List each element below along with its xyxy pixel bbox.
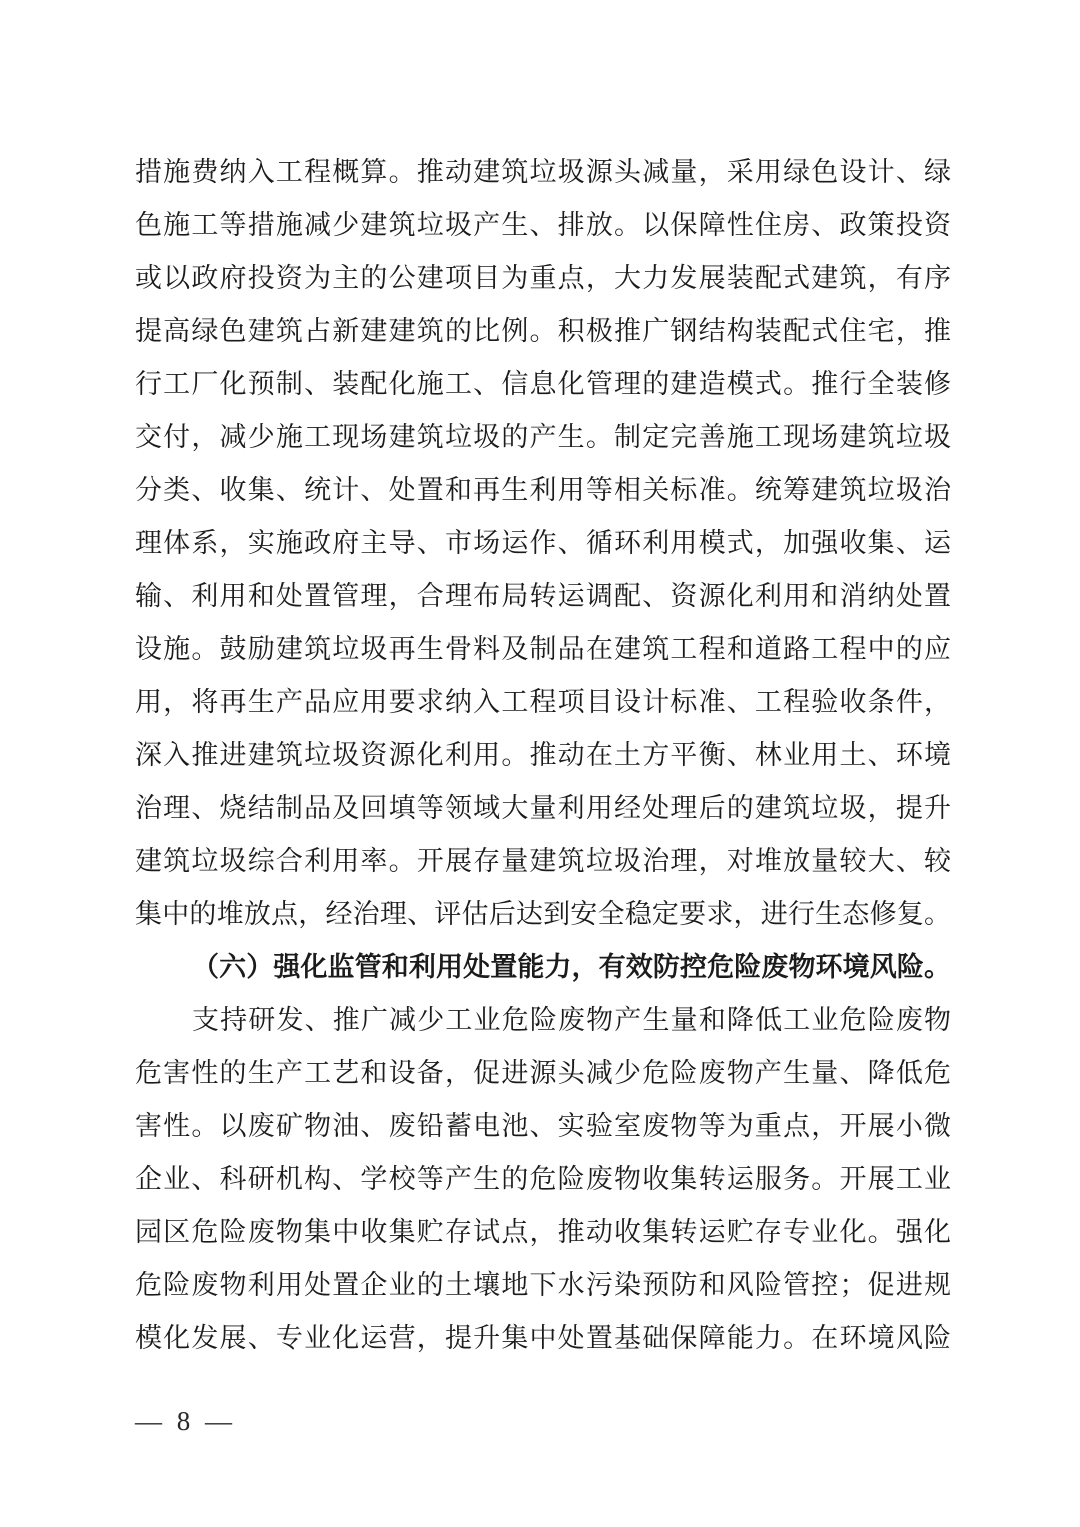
document-body-text xyxy=(135,146,951,1365)
text-line: 企业、科研机构、学校等产生的危险废物收集转运服务。开展工业 xyxy=(135,1164,951,1194)
text-line-paragraph-start: 支持研发、推广减少工业危险废物产生量和降低工业危险废物 xyxy=(192,1005,951,1035)
text-line: 分类、收集、统计、处置和再生利用等相关标准。统筹建筑垃圾治 xyxy=(135,475,951,505)
page-number-footer: — 8 — xyxy=(135,1406,236,1436)
text-line: 园区危险废物集中收集贮存试点，推动收集转运贮存专业化。强化 xyxy=(135,1217,951,1247)
section-heading-6: （六）强化监管和利用处置能力，有效防控危险废物环境风险。 xyxy=(192,952,951,982)
text-line: 集中的堆放点，经治理、评估后达到安全稳定要求，进行生态修复。 xyxy=(135,899,951,929)
text-line: 理体系，实施政府主导、市场运作、循环利用模式，加强收集、运 xyxy=(135,528,951,558)
text-line: 行工厂化预制、装配化施工、信息化管理的建造模式。推行全装修 xyxy=(135,369,951,399)
text-line: 措施费纳入工程概算。推动建筑垃圾源头减量，采用绿色设计、绿 xyxy=(135,157,951,187)
text-line: 交付，减少施工现场建筑垃圾的产生。制定完善施工现场建筑垃圾 xyxy=(135,422,951,452)
text-line: 色施工等措施减少建筑垃圾产生、排放。以保障性住房、政策投资 xyxy=(135,210,951,240)
text-line: 输、利用和处置管理，合理布局转运调配、资源化利用和消纳处置 xyxy=(135,581,951,611)
text-line: 害性。以废矿物油、废铅蓄电池、实验室废物等为重点，开展小微 xyxy=(135,1111,951,1141)
text-line: 深入推进建筑垃圾资源化利用。推动在土方平衡、林业用土、环境 xyxy=(135,740,951,770)
text-line: 建筑垃圾综合利用率。开展存量建筑垃圾治理，对堆放量较大、较 xyxy=(135,846,951,876)
text-line: 治理、烧结制品及回填等领域大量利用经处理后的建筑垃圾，提升 xyxy=(135,793,951,823)
text-line: 模化发展、专业化运营，提升集中处置基础保障能力。在环境风险 xyxy=(135,1323,951,1353)
text-line: 或以政府投资为主的公建项目为重点，大力发展装配式建筑，有序 xyxy=(135,263,951,293)
text-line: 设施。鼓励建筑垃圾再生骨料及制品在建筑工程和道路工程中的应 xyxy=(135,634,951,664)
text-line: 提高绿色建筑占新建建筑的比例。积极推广钢结构装配式住宅，推 xyxy=(135,316,951,346)
text-line: 危险废物利用处置企业的土壤地下水污染预防和风险管控；促进规 xyxy=(135,1270,951,1300)
text-line: 用，将再生产品应用要求纳入工程项目设计标准、工程验收条件， xyxy=(135,687,951,717)
text-line: 危害性的生产工艺和设备，促进源头减少危险废物产生量、降低危 xyxy=(135,1058,951,1088)
